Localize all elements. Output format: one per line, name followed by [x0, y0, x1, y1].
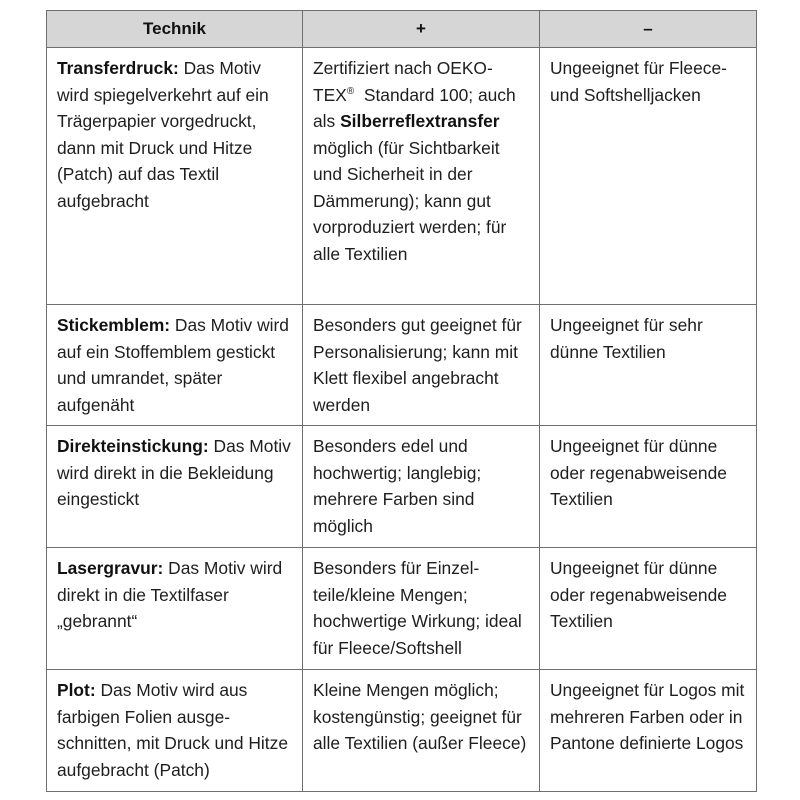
header-plus: +	[303, 11, 540, 48]
table-row	[47, 548, 757, 670]
minus-cell: Ungeeignet für sehr dünne Textilien	[540, 305, 757, 426]
technik-title: Lasergravur:	[57, 558, 164, 578]
plus-cell: Besonders edel und hochwertig; langlebig; mehrere Farben sind möglich	[303, 426, 540, 548]
technik-description: Das Motiv wird direkt in die Bekleidung eingestickt	[57, 436, 291, 509]
comparison-table	[46, 10, 757, 792]
technik-title: Transferdruck:	[57, 58, 179, 78]
header-row	[47, 11, 757, 48]
plus-cell: Besonders gut geeignet für Personalisierung; kann mit Klett flexibel angebracht werden	[303, 305, 540, 426]
minus-cell: Ungeeignet für dünne oder regenabweisende Textilien	[540, 426, 757, 548]
technik-cell	[47, 548, 303, 670]
technik-description: Das Motiv wird direkt in die Textilfaser „gebrannt“	[57, 558, 283, 631]
table-row	[47, 48, 757, 305]
plus-text-bold: Silberreflextransfer	[340, 111, 500, 131]
technik-description: Das Motiv wird spiegelverkehrt auf ein Trägerpapier vorgedruckt, dann mit Druck und Hitze (Patch) auf das Textil aufgebracht	[57, 58, 269, 211]
plus-text-end: möglich (für Sichtbarkeit und Sicherheit in der Dämmerung); kann gut vorproduziert werden; für alle Textilien	[313, 137, 507, 264]
header-minus: –	[540, 11, 757, 48]
plus-text-start: Zertifiziert nach OEKO-TEX	[313, 58, 493, 105]
minus-cell: Ungeeignet für Logos mit mehreren Farben oder in Pantone definierte Logos	[540, 670, 757, 792]
minus-cell: Ungeeignet für Fleece- und Softshelljacken	[540, 48, 757, 305]
header-technik: Technik	[47, 11, 303, 48]
registered-mark: ®	[346, 85, 355, 97]
table-row	[47, 426, 757, 548]
technik-description: Das Motiv wird auf ein Stoffemblem gestickt und umrandet, später aufgenäht	[57, 315, 289, 415]
technik-title: Direkteinstickung:	[57, 436, 209, 456]
table-row	[47, 305, 757, 426]
technik-description: Das Motiv wird aus farbigen Folien ausgeschnitten, mit Druck und Hitze aufgebracht (Patch)	[57, 680, 288, 780]
plus-cell: Besonders für Einzelteile/kleine Mengen; hochwertige Wirkung; ideal für Fleece/Softshell	[303, 548, 540, 670]
technik-cell	[47, 670, 303, 792]
technik-title: Stickemblem:	[57, 315, 171, 335]
plus-cell: Kleine Mengen möglich; kostengünstig; geeignet für alle Textilien (außer Fleece)	[303, 670, 540, 792]
technik-cell	[47, 426, 303, 548]
technik-cell	[47, 48, 303, 305]
minus-cell: Ungeeignet für dünne oder regenabweisende Textilien	[540, 548, 757, 670]
plus-text-mid: Standard 100; auch als	[313, 84, 521, 131]
technik-cell	[47, 305, 303, 426]
table-row	[47, 670, 757, 792]
technik-title: Plot:	[57, 680, 96, 700]
plus-cell	[303, 48, 540, 305]
